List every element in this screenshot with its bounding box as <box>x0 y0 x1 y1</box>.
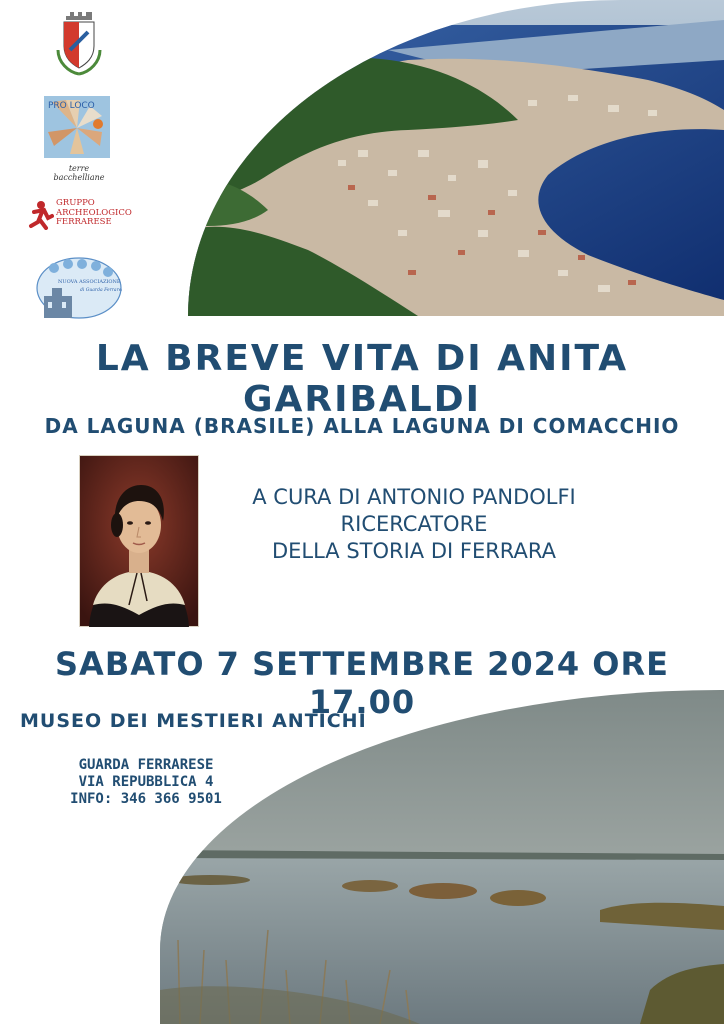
gruppo-line-3: FERRARESE <box>56 217 112 227</box>
municipal-coat-of-arms-logo <box>52 10 106 78</box>
anita-garibaldi-portrait <box>79 455 199 627</box>
curator-line-1: A CURA DI ANTONIO PANDOLFI <box>252 485 576 509</box>
svg-text:PRO LOCO: PRO LOCO <box>48 101 95 111</box>
gruppo-line-1: GRUPPO <box>56 198 95 208</box>
address-block <box>56 757 236 808</box>
gruppo-archeologico-logo <box>28 198 132 232</box>
info-phone: INFO: 346 366 9501 <box>70 791 222 807</box>
lagoon-photo <box>160 690 724 1024</box>
curator-line-3: DELLA STORIA DI FERRARA <box>271 539 557 563</box>
pro-loco-caption: terre bacchelliane <box>53 164 105 182</box>
event-datetime: SABATO 7 SETTEMBRE 2024 ORE 17.00 <box>55 645 669 721</box>
venue-name: MUSEO DEI MESTIERI ANTICHI <box>20 710 367 732</box>
coastal-town-aerial-photo <box>188 0 724 316</box>
curator-block <box>204 484 624 565</box>
svg-text:di Guarda Ferrarese: di Guarda Ferrarese <box>80 288 122 293</box>
event-subtitle: DA LAGUNA (BRASILE) ALLA LAGUNA DI COMACCHIO <box>44 414 680 438</box>
pro-loco-logo <box>44 96 114 182</box>
running-figure-icon <box>28 200 54 230</box>
nuova-associazione-logo <box>36 256 122 322</box>
address-line-2: VIA REPUBBLICA 4 <box>78 774 214 790</box>
curator-line-2: RICERCATORE <box>340 512 488 536</box>
event-title: LA BREVE VITA DI ANITA GARIBALDI <box>95 338 629 420</box>
svg-text:NUOVA ASSOCIAZIONE: NUOVA ASSOCIAZIONE <box>58 279 121 285</box>
gruppo-line-2: ARCHEOLOGICO <box>56 207 132 218</box>
address-line-1: GUARDA FERRARESE <box>78 757 214 773</box>
